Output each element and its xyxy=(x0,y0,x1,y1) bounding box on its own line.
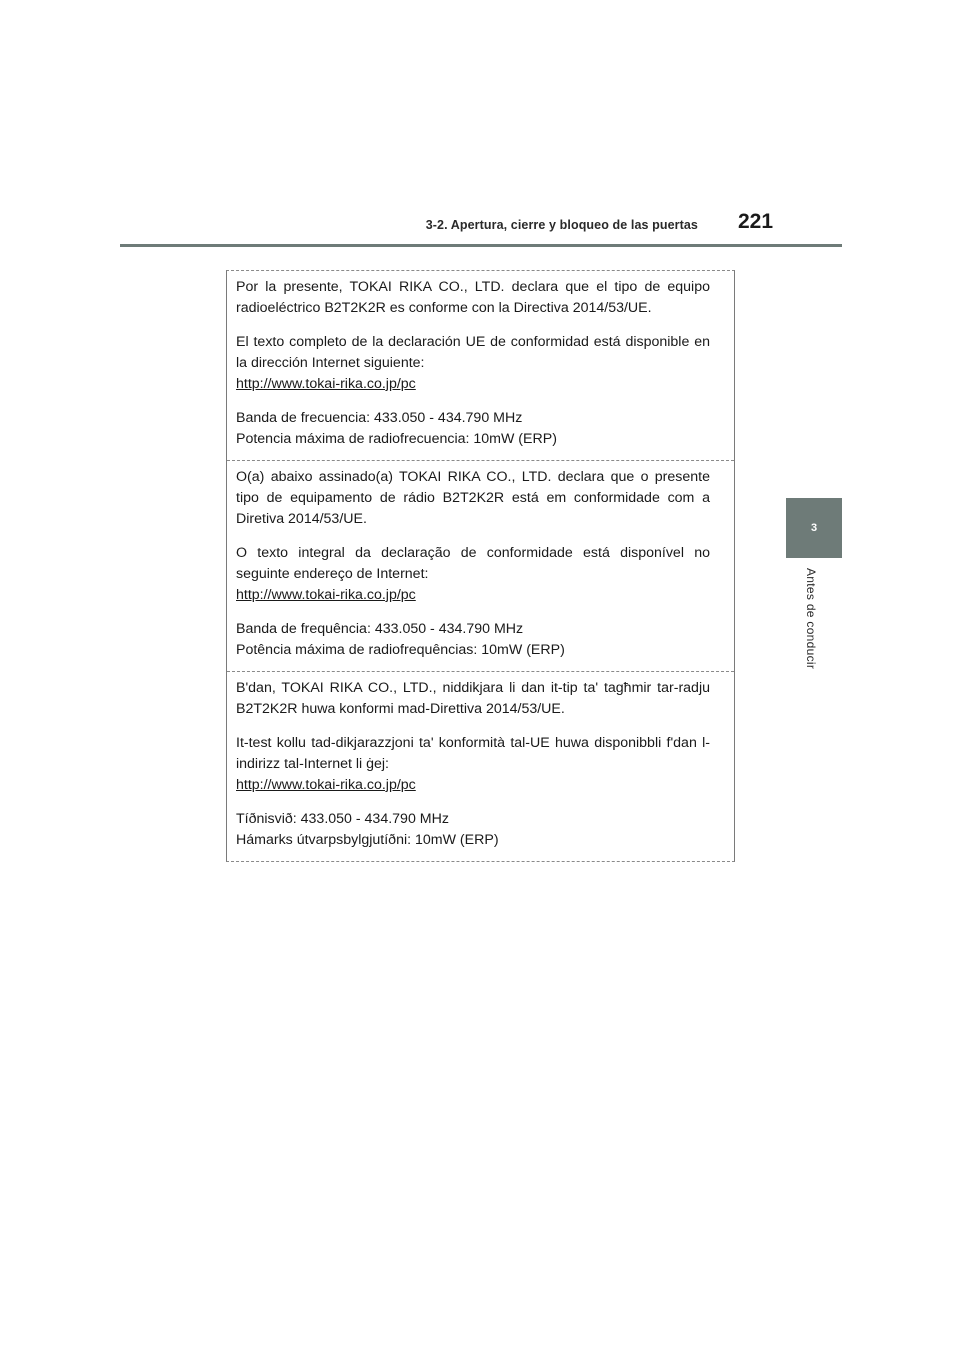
max-power: Hámarks útvarpsbylgjutíðni: 10mW (ERP) xyxy=(236,832,499,848)
chapter-tab xyxy=(786,498,842,558)
declaration-statement: O(a) abaixo assinado(a) TOKAI RIKA CO., LTD. declara que o presente tipo de equipamento de rádio B2T2K2R está em conformidade com a Diretiva 2014/53/UE. xyxy=(236,469,710,527)
chapter-number: 3 xyxy=(810,522,818,534)
page-number: 221 xyxy=(738,210,774,233)
declaration-url-link[interactable]: http://www.tokai-rika.co.jp/pc xyxy=(236,587,416,603)
declaration-url-link[interactable]: http://www.tokai-rika.co.jp/pc xyxy=(236,777,416,793)
declaration-availability: El texto completo de la declaración UE de conformidad está disponible en la dirección Internet siguiente: xyxy=(236,334,710,371)
chapter-label: Antes de conducir xyxy=(804,568,818,670)
declarations-box xyxy=(226,270,735,862)
declaration-maltese xyxy=(227,671,734,861)
section-title: 3-2. Apertura, cierre y bloqueo de las puertas xyxy=(425,218,698,232)
declaration-statement: B'dan, TOKAI RIKA CO., LTD., niddikjara li dan it-tip ta' tagħmir tar-radju B2T2K2R huwa konformi mad-Direttiva 2014/53/UE. xyxy=(236,680,710,717)
declaration-url-link[interactable]: http://www.tokai-rika.co.jp/pc xyxy=(236,376,416,392)
declaration-availability: It-test kollu tad-dikjarazzjoni ta' konformità tal-UE huwa disponibbli f'dan l-indirizz tal-Internet li ġej: xyxy=(236,735,710,772)
frequency-band: Banda de frecuencia: 433.050 - 434.790 MHz xyxy=(236,410,523,426)
declaration-spanish xyxy=(227,271,734,460)
max-power: Potência máxima de radiofrequências: 10mW (ERP) xyxy=(236,642,565,658)
declaration-portuguese xyxy=(227,460,734,671)
declaration-statement: Por la presente, TOKAI RIKA CO., LTD. declara que el tipo de equipo radioeléctrico B2T2K2R es conforme con la Directiva 2014/53/UE. xyxy=(236,279,710,316)
header-divider xyxy=(120,244,842,247)
declaration-availability: O texto integral da declaração de conformidade está disponível no seguinte endereço de Internet: xyxy=(236,545,710,582)
frequency-band: Banda de frequência: 433.050 - 434.790 MHz xyxy=(236,621,524,637)
max-power: Potencia máxima de radiofrecuencia: 10mW (ERP) xyxy=(236,431,557,447)
frequency-band: Tíðnisvið: 433.050 - 434.790 MHz xyxy=(236,811,449,827)
